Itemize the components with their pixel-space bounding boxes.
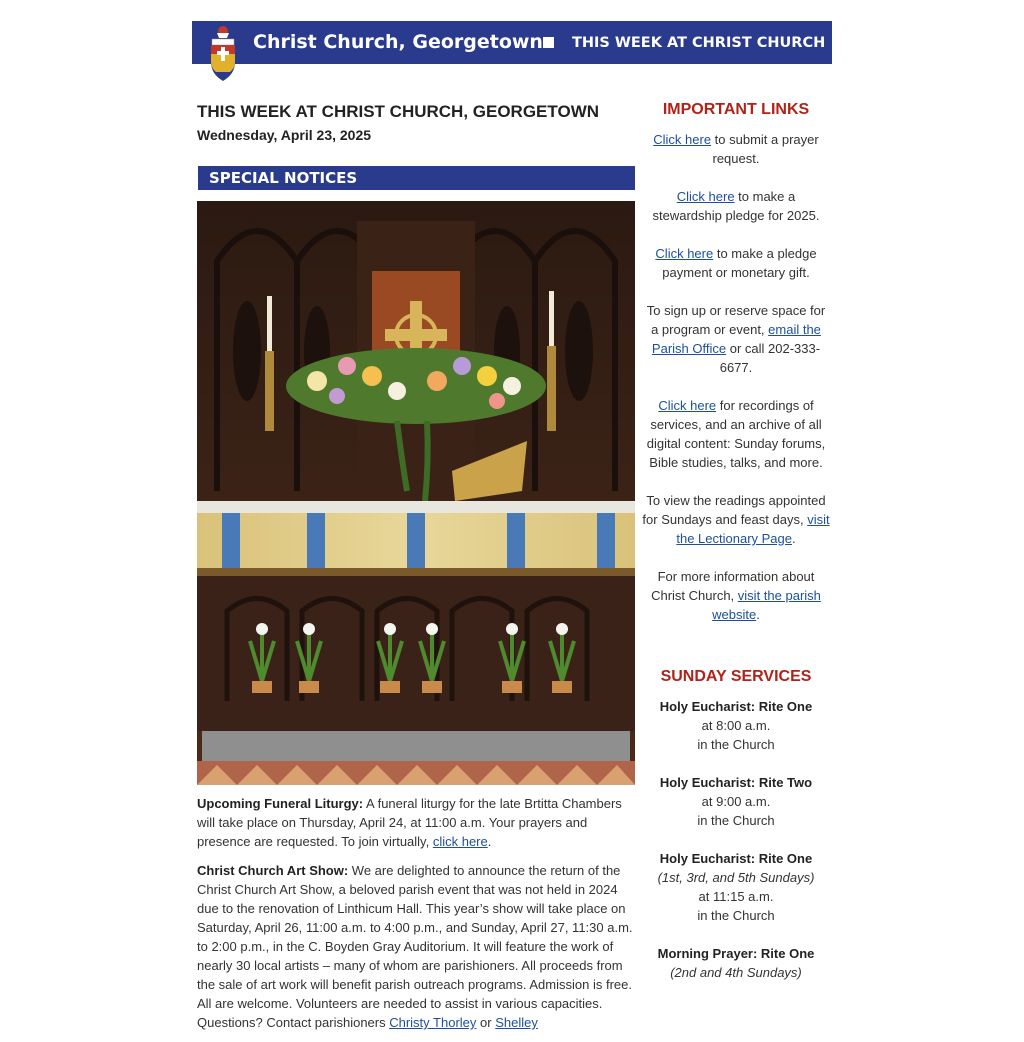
- service-name: Holy Eucharist: Rite One: [659, 851, 813, 866]
- link-parish-office: [642, 301, 830, 377]
- link-intro: To sign up or reserve space for a program or event,: [646, 303, 826, 337]
- link-description: .: [756, 607, 760, 622]
- stewardship-pledge-link[interactable]: Click here: [676, 189, 735, 204]
- page-title: THIS WEEK AT CHRIST CHURCH, GEORGETOWN: [197, 102, 600, 121]
- link-description: .: [792, 531, 796, 546]
- important-links-heading: IMPORTANT LINKS: [662, 101, 810, 118]
- join-virtually-link[interactable]: click here: [432, 834, 488, 849]
- square-bullet-icon: [543, 37, 554, 48]
- notice-heading: Christ Church Art Show:: [197, 863, 349, 878]
- notices-text: [197, 794, 635, 1042]
- sidebar: [642, 98, 830, 1001]
- service-time: at 11:15 a.m.: [698, 889, 774, 904]
- link-description: to submit a prayer request.: [711, 132, 819, 166]
- service-place: in the Church: [697, 908, 775, 923]
- lectionary-page-link[interactable]: visit the Lectionary Page: [676, 512, 830, 546]
- service-name: Holy Eucharist: Rite Two: [659, 775, 813, 790]
- service-name: Morning Prayer: Rite One: [657, 946, 815, 961]
- church-shield-icon: [208, 24, 238, 82]
- parish-website-link[interactable]: visit the parish website: [712, 588, 821, 622]
- service-item: [642, 849, 830, 925]
- page-date: Wednesday, April 23, 2025: [197, 127, 372, 143]
- link-lectionary: [642, 491, 830, 548]
- notice-text: We are delighted to announce the return of the Christ Church Art Show, a beloved parish event that was not held in 2024 due to the renovation of Linthicum Hall. This year’s show will take place on Saturday, April 26, 11:00 a.m. to 4:00 p.m., and Sunday, April 27, 11:30 a.m. to 2:00 p.m., in the C. Boyden Gray Auditorium. It will feature the work of nearly 30 local artists – many of whom are parishioners. All proceeds from the sale of art work will benefit parish outreach programs. Admission is free. All are welcome. Volunteers are needed to assist in various capacities. Questions? Contact parishioners: [197, 863, 633, 1030]
- service-note: (2nd and 4th Sundays): [670, 965, 802, 980]
- notice-text: A funeral liturgy for the late Brtitta Chambers will take place on Thursday, April 24, at 11:00 a.m. Your prayers and presence are requested. To join virtually,: [197, 796, 622, 849]
- altar-flowers-photo: [197, 201, 635, 785]
- service-time: at 9:00 a.m.: [701, 794, 771, 809]
- link-intro: For more information about Christ Church,: [651, 569, 815, 603]
- service-time: at 8:00 a.m.: [701, 718, 771, 733]
- prayer-request-link[interactable]: Click here: [653, 132, 712, 147]
- sunday-services-heading: SUNDAY SERVICES: [660, 668, 812, 685]
- header-banner: [192, 21, 832, 64]
- link-recordings: [642, 396, 830, 472]
- link-parish-website: [642, 567, 830, 624]
- pledge-payment-link[interactable]: Click here: [655, 246, 714, 261]
- contact-link-christy[interactable]: Christy Thorley: [389, 1015, 477, 1030]
- link-description: to make a pledge payment or monetary gift.: [662, 246, 817, 280]
- link-prayer-request: [642, 130, 830, 168]
- notice-punctuation: .: [487, 834, 492, 849]
- service-name: Holy Eucharist: Rite One: [659, 699, 813, 714]
- link-stewardship: [642, 187, 830, 225]
- notice-funeral: [197, 794, 635, 851]
- banner-title: Christ Church, Georgetown: [253, 31, 543, 53]
- notice-art-show: [197, 861, 635, 1032]
- service-item: [642, 697, 830, 754]
- service-item: [642, 944, 830, 982]
- link-description: or call 202-333-6677.: [719, 341, 821, 375]
- main-column: [197, 100, 635, 1030]
- link-pledge-payment: [642, 244, 830, 282]
- link-description: to make a stewardship pledge for 2025.: [652, 189, 820, 223]
- service-place: in the Church: [697, 737, 775, 752]
- service-item: [642, 773, 830, 830]
- notice-text-mid: or: [476, 1015, 496, 1030]
- recordings-link[interactable]: Click here: [658, 398, 717, 413]
- service-place: in the Church: [697, 813, 775, 828]
- link-intro: To view the readings appointed for Sundays and feast days,: [642, 493, 826, 527]
- notice-heading: Upcoming Funeral Liturgy:: [197, 796, 364, 811]
- contact-link-shelley[interactable]: Shelley: [495, 1015, 538, 1030]
- service-note: (1st, 3rd, and 5th Sundays): [657, 870, 815, 885]
- link-description: for recordings of services, and an archive of all digital content: Sunday forums, Bible studies, talks, and more.: [646, 398, 826, 470]
- banner-subtitle: THIS WEEK AT CHRIST CHURCH: [572, 35, 826, 51]
- email-parish-office-link[interactable]: email the Parish Office: [651, 322, 821, 356]
- section-heading-special-notices: SPECIAL NOTICES: [198, 166, 635, 190]
